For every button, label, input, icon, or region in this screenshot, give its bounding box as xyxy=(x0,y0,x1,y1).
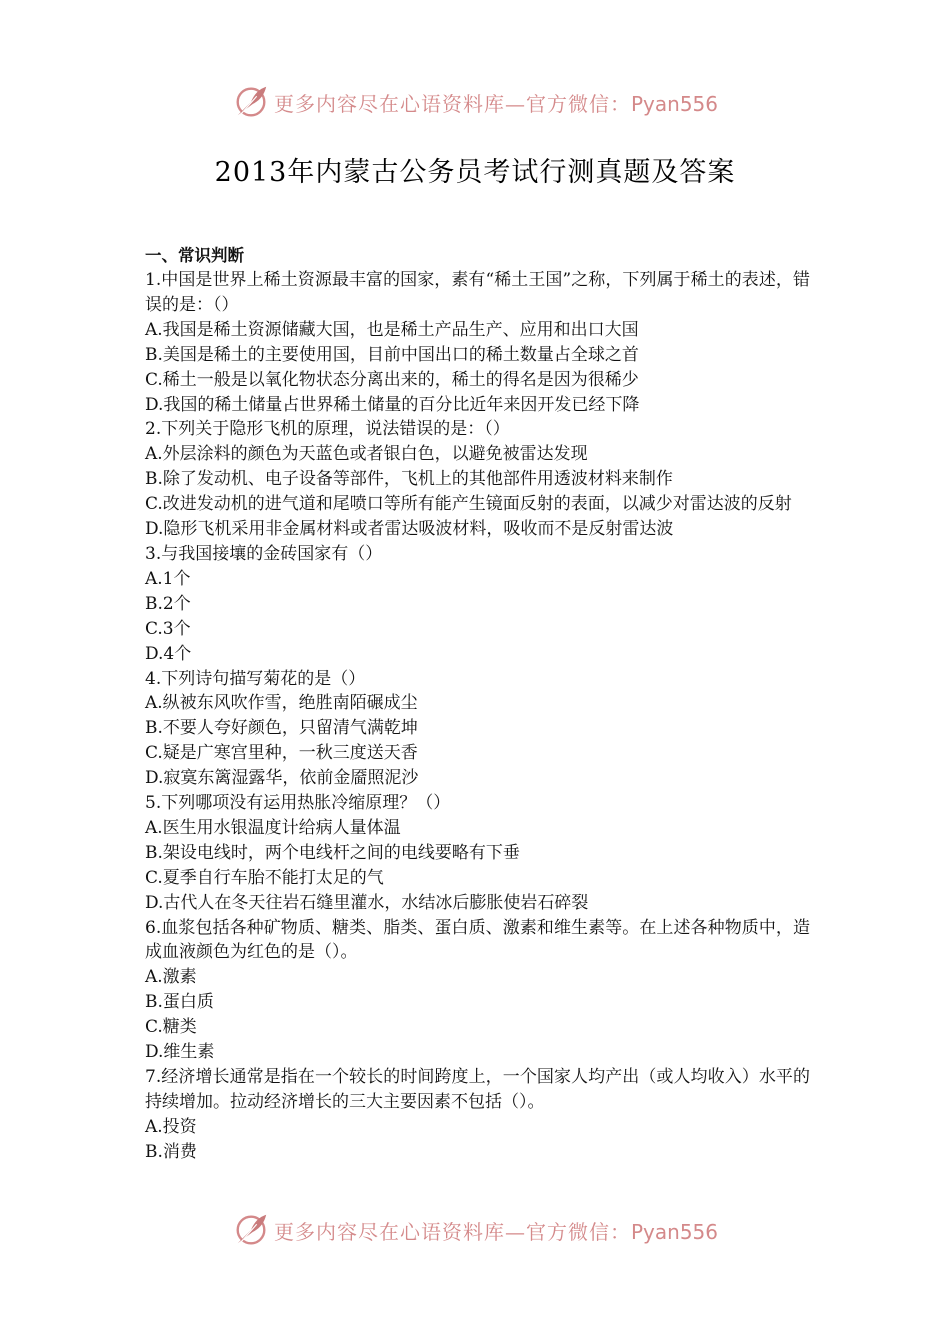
option: B.消费 xyxy=(145,1141,197,1162)
option: B.不要人夸好颜色，只留清气满乾坤 xyxy=(145,718,418,739)
question-6 xyxy=(145,916,810,1065)
question-stem: 3.与我国接壤的金砖国家有（） xyxy=(145,543,383,564)
document-body xyxy=(145,243,810,1165)
header-banner xyxy=(0,80,950,124)
option: A.激素 xyxy=(145,967,197,988)
question-5 xyxy=(145,791,810,916)
wechat-handle: Pyan556 xyxy=(630,91,718,116)
option: B.架设电线时，两个电线杆之间的电线要略有下垂 xyxy=(145,842,520,863)
question-stem: 1.中国是世界上稀土资源最丰富的国家，素有“稀土王国”之称，下列属于稀土的表述，错误的是：（） xyxy=(145,270,810,315)
question-4 xyxy=(145,667,810,792)
option: C.夏季自行车胎不能打太足的气 xyxy=(145,867,384,888)
option: C.改进发动机的进气道和尾喷口等所有能产生镜面反射的表面，以减少对雷达波的反射 xyxy=(145,494,792,515)
option: A.外层涂料的颜色为天蓝色或者银白色，以避免被雷达发现 xyxy=(145,444,588,465)
question-stem: 2.下列关于隐形飞机的原理，说法错误的是：（） xyxy=(145,419,510,440)
quill-pen-logo-icon xyxy=(232,83,270,121)
option: D.隐形飞机采用非金属材料或者雷达吸波材料，吸收而不是反射雷达波 xyxy=(145,519,674,540)
option: D.寂寞东篱湿露华，依前金靥照泥沙 xyxy=(145,768,419,789)
option: A.我国是稀土资源储藏大国，也是稀土产品生产、应用和出口大国 xyxy=(145,319,639,340)
option: D.我国的稀土储量占世界稀土储量的百分比近年来因开发已经下降 xyxy=(145,394,640,415)
page-title: 2013年内蒙古公务员考试行测真题及答案 xyxy=(214,157,736,188)
banner-text: 更多内容尽在心语资料库—官方微信：Pyan556 xyxy=(273,1219,718,1244)
banner-text: 更多内容尽在心语资料库—官方微信：Pyan556 xyxy=(273,91,718,116)
section-heading: 一、常识判断 xyxy=(145,246,244,265)
question-stem: 7.经济增长通常是指在一个较长的时间跨度上，一个国家人均产出（或人均收入）水平的持续增加。拉动经济增长的三大主要因素不包括（）。 xyxy=(145,1067,810,1112)
option: D.古代人在冬天往岩石缝里灌水，水结冰后膨胀使岩石碎裂 xyxy=(145,892,589,913)
option: A.医生用水银温度计给病人量体温 xyxy=(145,817,401,838)
option: C.疑是广寒宫里种，一秋三度送天香 xyxy=(145,743,418,764)
option: B.美国是稀土的主要使用国，目前中国出口的稀土数量占全球之首 xyxy=(145,344,639,365)
option: D.4个 xyxy=(145,643,192,664)
option: D.维生素 xyxy=(145,1042,215,1063)
question-stem: 5.下列哪项没有运用热胀冷缩原理？（） xyxy=(145,793,451,814)
option: B.除了发动机、电子设备等部件，飞机上的其他部件用透波材料来制作 xyxy=(145,469,673,490)
quill-pen-logo-icon xyxy=(232,1211,270,1249)
option: C.糖类 xyxy=(145,1017,197,1038)
option: A.纵被东风吹作雪，绝胜南陌碾成尘 xyxy=(145,693,418,714)
option: A.投资 xyxy=(145,1116,197,1137)
option: C.3个 xyxy=(145,618,191,639)
question-1 xyxy=(145,268,810,417)
question-7 xyxy=(145,1065,810,1165)
question-stem: 6.血浆包括各种矿物质、糖类、脂类、蛋白质、激素和维生素等。在上述各种物质中，造成血液颜色为红色的是（）。 xyxy=(145,917,810,963)
question-2 xyxy=(145,417,810,542)
question-3 xyxy=(145,542,810,667)
footer-banner xyxy=(0,1208,950,1252)
wechat-handle: Pyan556 xyxy=(630,1219,718,1244)
question-stem: 4.下列诗句描写菊花的是（） xyxy=(145,668,366,689)
option: A.1个 xyxy=(145,568,191,589)
option: B.蛋白质 xyxy=(145,992,214,1013)
option: B.2个 xyxy=(145,593,191,614)
option: C.稀土一般是以氧化物状态分离出来的，稀土的得名是因为很稀少 xyxy=(145,369,639,390)
